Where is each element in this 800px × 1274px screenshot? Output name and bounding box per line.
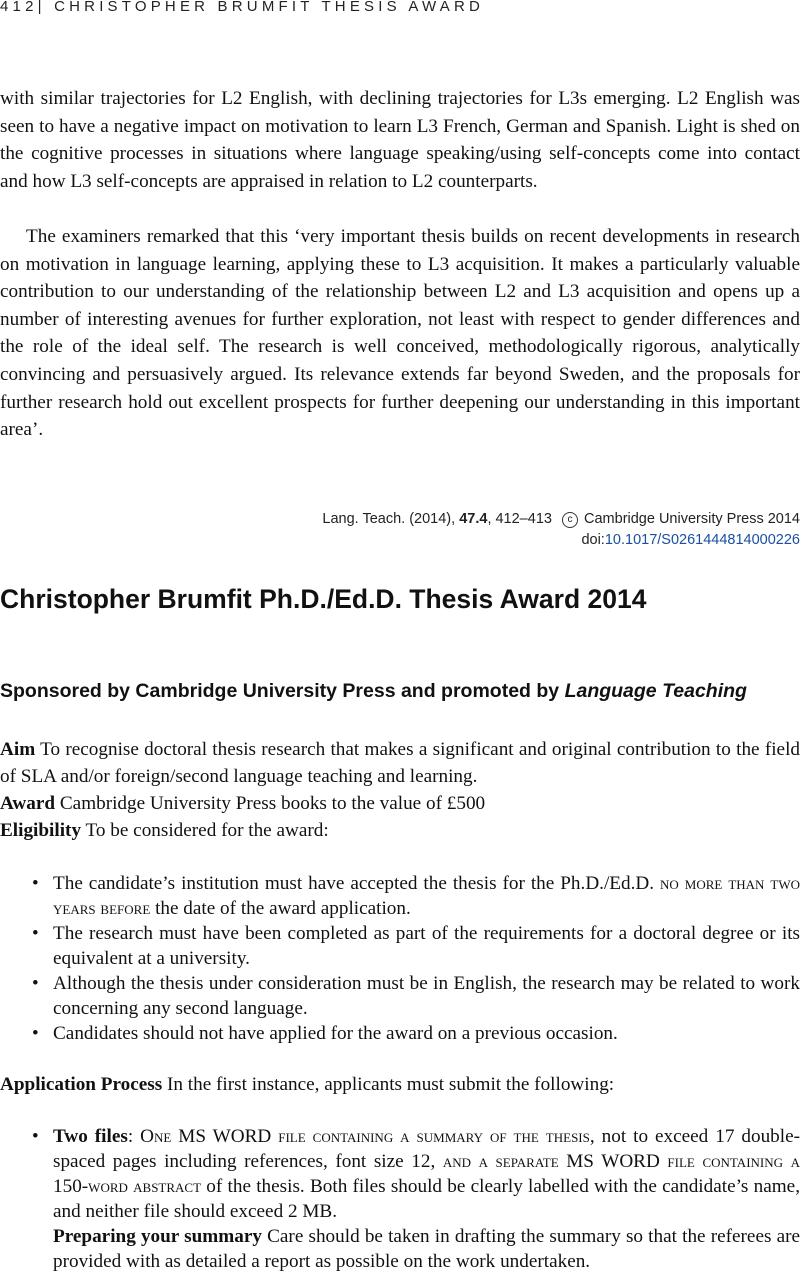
bullet-icon: • bbox=[32, 1023, 39, 1044]
preparing-label: Preparing your summary bbox=[53, 1226, 262, 1247]
doi-link[interactable]: 10.1017/S0261444814000226 bbox=[604, 532, 800, 548]
application-text: In the first instance, applicants must submit the following: bbox=[162, 1074, 615, 1095]
eligibility-label: Eligibility bbox=[0, 820, 82, 841]
bullet-icon: • bbox=[32, 973, 39, 994]
application-section bbox=[0, 1071, 800, 1098]
preparing-text: Care should be taken in drafting the summary so that the referees are provided with as detailed a report as possible on the work undertaken. bbox=[53, 1226, 800, 1272]
article-title: Christopher Brumfit Ph.D./Ed.D. Thesis Award 2014 bbox=[0, 584, 647, 614]
citation-pages: , 412–413 bbox=[487, 511, 552, 527]
bullet-icon: • bbox=[32, 923, 39, 944]
award-label: Award bbox=[0, 793, 56, 814]
eligibility-text: To be considered for the award: bbox=[81, 820, 329, 841]
award-section bbox=[0, 790, 800, 817]
list-item: • Candidates should not have applied for the award on a previous occasion. bbox=[32, 1023, 618, 1044]
intro-paragraph: with similar trajectories for L2 English, with declining trajectories for L3s emerging. L2 English was seen to have a negative impact on motivation to learn L3 French, German and Spanish. Light is shed on the cognitive processes in situations where language speaking/using self-concepts come into contact and how L3 self-concepts are appraised in relation to L2 counterparts. bbox=[0, 88, 800, 192]
citation-block bbox=[322, 509, 800, 551]
application-list bbox=[0, 1124, 800, 1274]
doi-label: doi: bbox=[581, 532, 605, 548]
bullet-icon: • bbox=[32, 1126, 39, 1147]
preparing-summary bbox=[0, 1224, 800, 1274]
citation-publisher: Cambridge University Press 2014 bbox=[584, 511, 800, 527]
citation-journal: Lang. Teach. (2014), bbox=[322, 511, 456, 527]
doi-line bbox=[322, 530, 800, 551]
eligibility-section bbox=[0, 817, 800, 844]
list-item: • The research must have been completed as part of the requirements for a doctoral degree or its equivalent at a university. bbox=[32, 923, 800, 969]
examiners-paragraph: The examiners remarked that this ‘very important thesis builds on recent developments in research on motivation in language learning, applying these to L3 acquisition. It makes a particularly valuable contribution to our understanding of the relationship between L2 and L3 acquisition and opens up a number of interesting avenues for further exploration, not least with respect to gender differences and the role of the ideal self. The research is well conceived, methodologically rigorous, analytically convincing and persuasively argued. Its relevance extends far beyond Sweden, and the proposals for further research hold out excellent prospects for further deepening our understanding in this important area’. bbox=[0, 226, 800, 441]
eligibility-list bbox=[0, 871, 800, 1046]
list-item: • Two files: One MS WORD file containing a summary of the thesis, not to exceed 17 double-spaced pages including references, font size 12, and a separate MS WORD file containing a 150-word abstract of the thesis. Both files should be clearly labelled with the candidate’s name, and neither file should exceed 2 MB. bbox=[32, 1126, 800, 1222]
running-head: 412| CHRISTOPHER BRUMFIT THESIS AWARD bbox=[0, 0, 485, 15]
citation-volume: 47.4 bbox=[459, 511, 488, 527]
aim-label: Aim bbox=[0, 739, 36, 760]
copyright-icon: c bbox=[562, 512, 578, 528]
list-item: • The candidate’s institution must have accepted the thesis for the Ph.D./Ed.D. no more than two years before the date of the award application. bbox=[32, 873, 800, 919]
subtitle-prefix: Sponsored by Cambridge University Press and promoted by bbox=[0, 680, 565, 702]
aim-section bbox=[0, 736, 800, 790]
subtitle-journal: Language Teaching bbox=[564, 680, 747, 702]
citation-line bbox=[322, 509, 800, 530]
application-label: Application Process bbox=[0, 1074, 163, 1095]
two-files-label: Two files bbox=[53, 1126, 128, 1147]
bullet-icon: • bbox=[32, 873, 39, 894]
award-text: Cambridge University Press books to the value of £500 bbox=[55, 793, 486, 814]
list-item: • Although the thesis under consideration must be in English, the research may be related to work concerning any second language. bbox=[32, 973, 800, 1019]
article-subtitle bbox=[0, 680, 747, 703]
aim-text: To recognise doctoral thesis research that makes a significant and original contribution to the field of SLA and/or foreign/second language teaching and learning. bbox=[0, 739, 800, 787]
